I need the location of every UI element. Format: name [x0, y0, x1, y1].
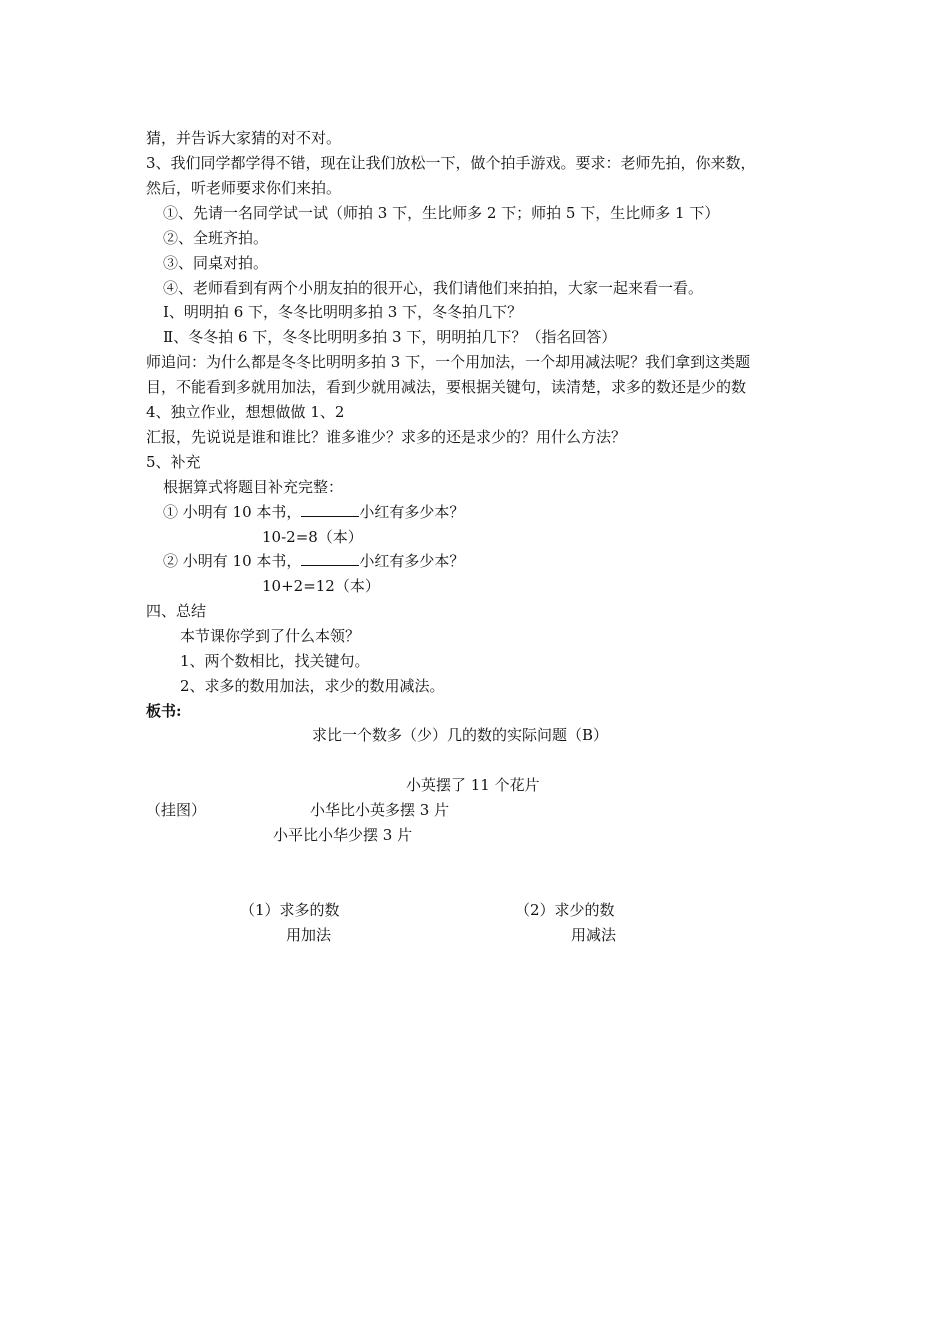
text-line: 1、两个数相比，找关键句。: [180, 652, 370, 670]
text-line: 目，不能看到多就用加法，看到少就用减法，要根据关键句，读清楚，求多的数还是少的数: [146, 378, 747, 396]
answer-blank: [301, 502, 359, 517]
board-point: （2）求少的数: [515, 901, 615, 919]
text-line: 本节课你学到了什么本领？: [180, 627, 361, 645]
question-text: ② 小明有 10 本书，: [163, 552, 302, 570]
board-point: 用减法: [571, 926, 617, 944]
fill-in-question-2: [163, 551, 464, 571]
question-text: 小红有多少本？: [359, 552, 465, 570]
text-line: 2、求多的数用加法，求少的数用减法。: [180, 677, 445, 695]
board-title: 求比一个数多（少）几的数的实际问题（B）: [312, 726, 609, 744]
text-line: 猜，并告诉大家猜的对不对。: [146, 129, 342, 147]
text-line: ③、同桌对拍。: [163, 254, 269, 272]
text-line: Ⅰ、明明拍 6 下，冬冬比明明多拍 3 下，冬冬拍几下？: [163, 303, 523, 321]
text-line: ②、全班齐拍。: [163, 229, 269, 247]
text-line: ①、先请一名同学试一试（师拍 3 下，生比师多 2 下；师拍 5 下，生比师多 1 下）: [163, 204, 720, 222]
equation: 10-2=8（本）: [262, 528, 363, 546]
text-line: 4、独立作业，想想做做 1、2: [146, 403, 345, 421]
text-line: 根据算式将题目补充完整：: [163, 478, 344, 496]
board-point: 用加法: [286, 926, 332, 944]
text-line: 3、我们同学都学得不错，现在让我们放松一下，做个拍手游戏。要求：老师先拍，你来数，: [146, 154, 756, 172]
board-line: 小华比小英多摆 3 片: [310, 801, 450, 819]
question-text: 小红有多少本？: [359, 503, 465, 521]
section-heading: 四、总结: [146, 602, 207, 620]
board-heading: 板书:: [146, 702, 182, 720]
board-line: 小平比小华少摆 3 片: [273, 826, 413, 844]
text-line: ④、老师看到有两个小朋友拍的很开心，我们请他们来拍拍，大家一起来看一看。: [163, 279, 704, 297]
board-label: （挂图）: [146, 801, 207, 819]
question-text: ① 小明有 10 本书，: [163, 503, 302, 521]
fill-in-question-1: [163, 502, 464, 522]
text-line: Ⅱ、冬冬拍 6 下，冬冬比明明多拍 3 下，明明拍几下？（指名回答）: [163, 328, 617, 346]
answer-blank: [301, 551, 359, 566]
equation: 10+2=12（本）: [262, 577, 380, 595]
text-line: 然后，听老师要求你们来拍。: [146, 179, 342, 197]
text-line: 师追问：为什么都是冬冬比明明多拍 3 下，一个用加法，一个却用减法呢？我们拿到这类题: [146, 353, 751, 371]
text-line: 5、补充: [146, 453, 201, 471]
text-line: 汇报，先说说是谁和谁比？谁多谁少？求多的还是求少的？用什么方法？: [146, 428, 627, 446]
board-point: （1）求多的数: [240, 901, 340, 919]
board-line: 小英摆了 11 个花片: [406, 776, 540, 794]
